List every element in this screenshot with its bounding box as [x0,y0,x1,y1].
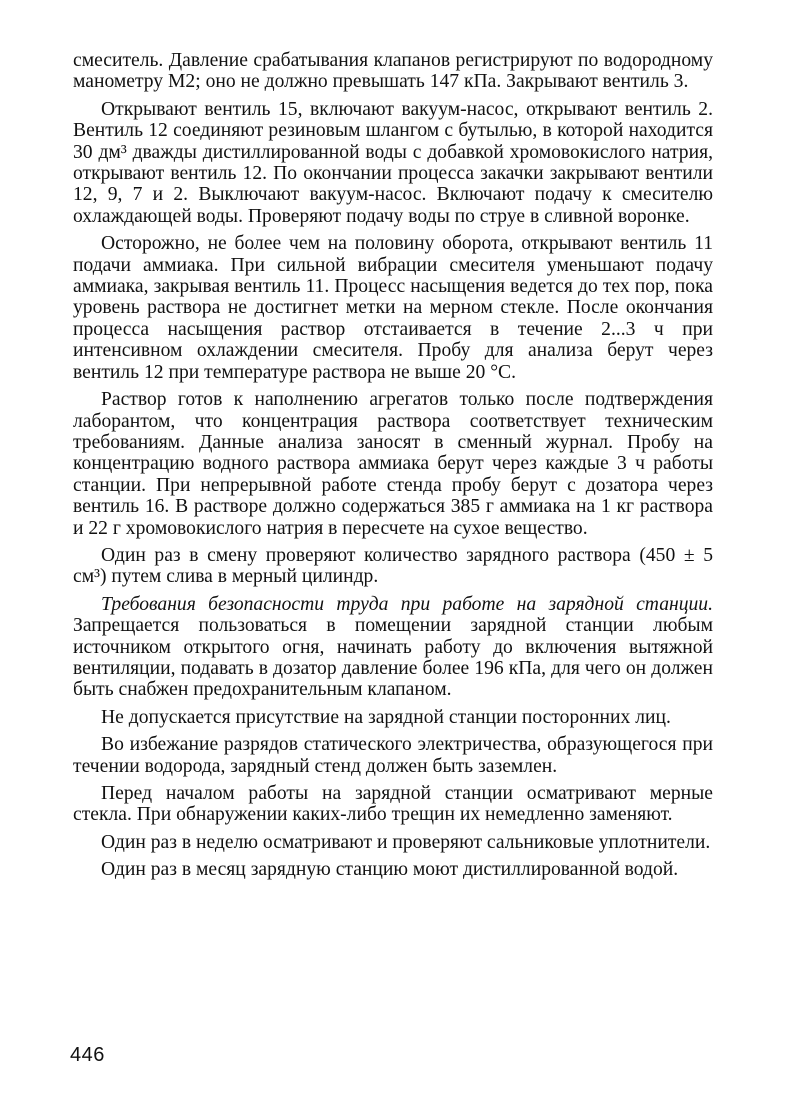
paragraph: Во избежание разрядов статического электричества, образующегося при течении водорода, зарядный стенд должен быть заземлен. [73,734,713,777]
section-heading-inline: Требования безопасности труда при работе на зарядной станции. [101,593,713,615]
paragraph: Открывают вентиль 15, включают вакуум-насос, открывают вентиль 2. Вентиль 12 соединяют резиновым шлангом с бутылью, в которой находится 30 дм³ дважды дистиллированной воды с добавкой хромовокислого натрия, открывают вентиль 12. По окончании процесса закачки закрывают вентили 12, 9, 7 и 2. Выключают вакуум-насос. Включают подачу к смесителю охлаждающей воды. Проверяют подачу воды по струе в сливной воронке. [73,98,713,227]
paragraph: Раствор готов к наполнению агрегатов только после подтверждения лаборантом, что концентрация раствора соответствует техническим требованиям. Данные анализа заносят в сменный журнал. Пробу на концентрацию водного раствора аммиака берут через каждые 3 ч работы станции. При непрерывной работе стенда пробу берут с дозатора через вентиль 16. В растворе должно содержаться 385 г аммиака на 1 кг раствора и 22 г хромовокислого натрия в пересчете на сухое вещество. [73,389,713,539]
paragraph: Один раз в месяц зарядную станцию моют дистиллированной водой. [101,859,679,881]
body-text [73,50,713,887]
paragraph: Не допускается присутствие на зарядной станции посторонних лиц. [101,706,671,728]
paragraph: Один раз в неделю осматривают и проверяют сальниковые уплотнители. [101,831,711,853]
paragraph: смеситель. Давление срабатывания клапанов регистрируют по водородному манометру М2; оно не должно превышать 147 кПа. Закрывают вентиль 3. [73,50,713,93]
paragraph: Один раз в смену проверяют количество зарядного раствора (450 ± 5 см³) путем слива в мерный цилиндр. [73,544,713,588]
safety-paragraph: Требования безопасности труда при работе на зарядной станции. Запрещается пользоваться в помещении зарядной станции любым источником открытого огня, начинать работу до включения вытяжной вентиляции, подавать в дозатор давление более 196 кПа, для чего он должен быть снабжен предохранительным клапаном. [73,593,713,701]
paragraph: Перед началом работы на зарядной станции осматривают мерные стекла. При обнаружении каких-либо трещин их немедленно заменяют. [73,783,713,826]
page-number: 446 [70,1044,105,1066]
paragraph: Осторожно, не более чем на половину оборота, открывают вентиль 11 подачи аммиака. При сильной вибрации смесителя уменьшают подачу аммиака, закрывая вентиль 11. Процесс насыщения ведется до тех пор, пока уровень раствора не достигнет метки на мерном стекле. После окончания процесса насыщения раствор отстаивается в течение 2...3 ч при интенсивном охлаждении смесителя. Пробу для анализа берут через вентиль 12 при температуре раствора не выше 20 °С. [73,233,713,383]
